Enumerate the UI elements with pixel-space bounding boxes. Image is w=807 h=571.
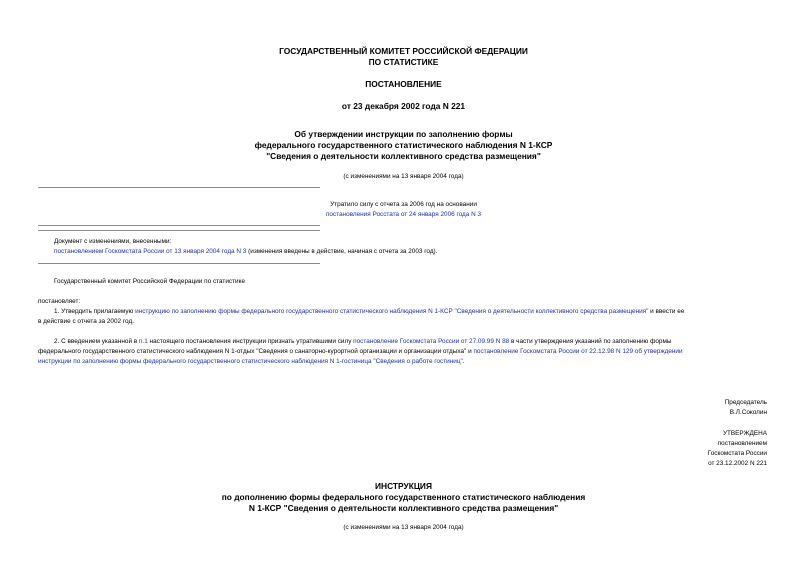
approved-line2: Госкомстата России	[707, 450, 767, 457]
org-name-line1: ГОСУДАРСТВЕННЫЙ КОМИТЕТ РОССИЙСКОЙ ФЕДЕРАЦИИ	[279, 46, 528, 56]
doc-title-line3: "Сведения о деятельности коллективного средства размещения"	[266, 151, 541, 161]
divider	[38, 187, 320, 188]
divider	[38, 225, 320, 226]
org-name-line2: ПО СТАТИСТИКЕ	[368, 57, 439, 67]
doc-date: от 23 декабря 2002 года N 221	[341, 101, 466, 111]
approved-label: УТВЕРЖДЕНА	[722, 430, 767, 437]
paragraph-2	[54, 338, 671, 345]
changes-label: Документ с изменениями, внесенными:	[54, 238, 172, 245]
p2-text: 2. С введением указанной в	[54, 338, 139, 345]
instruction-line2: N 1-КСР "Сведения о деятельности коллективного средства размещения"	[248, 503, 559, 513]
signatory-role: Председатель	[724, 399, 767, 406]
doc-type: ПОСТАНОВЛЕНИЕ	[365, 79, 442, 89]
p2-line3-end: .	[462, 358, 465, 365]
changes-tail: (изменения введены в действие, начиная с отчета за 2003 год).	[246, 248, 438, 255]
changes-link[interactable]: постановлением Госкомстата России от 13 января 2004 года N 3	[54, 248, 247, 255]
amended-note: (с изменениями на 13 января 2004 года)	[343, 173, 464, 180]
status-link[interactable]: постановления Росстата от 24 января 2006 года N 3	[325, 211, 482, 218]
paragraph-2-line2	[38, 348, 683, 355]
divider	[38, 263, 320, 264]
approved-line1: постановлением	[717, 440, 767, 447]
p1-text: 1. Утвердить прилагаемую	[54, 308, 136, 315]
p1-instruction-link[interactable]: инструкцию по заполнению формы федерального государственного статистического наблюдения N 1-КСР "Сведения о деятельности коллективного средства размещения"	[135, 308, 649, 315]
doc-title-line2: федерального государственного статистического наблюдения N 1-КСР	[254, 140, 553, 150]
paragraph-1	[54, 308, 684, 315]
p2-line2-text: федерального государственного статистического наблюдения N 1-отдых "Сведения о санаторно-курортной организации и организации отдыха" и	[38, 348, 474, 355]
status-note: Утратило силу с отчета за 2006 год на основании	[330, 201, 477, 208]
p2-item-link[interactable]: п.1	[138, 338, 148, 345]
instruction-line1: по дополнению формы федерального государственного статистического наблюдения	[221, 492, 586, 502]
decree-text: постановляет:	[38, 298, 81, 305]
intro-text: Государственный комитет Российской Федерации по статистике	[54, 278, 246, 285]
p1-text-end: и ввести ее	[648, 308, 685, 315]
changes-line	[54, 248, 437, 255]
p2-decree-88-link[interactable]: постановление Госкомстата России от 27.09.99 N 88	[353, 338, 510, 345]
p2-text-end: в части утверждения указаний по заполнению формы	[509, 338, 672, 345]
p2-text-mid: настоящего постановления инструкции признать утратившими силу	[147, 338, 354, 345]
instruction-title: ИНСТРУКЦИЯ	[375, 481, 432, 491]
approved-line3: от 23.12.2002 N 221	[708, 460, 767, 467]
paragraph-1-line2: в действие с отчета за 2002 год.	[38, 318, 134, 325]
signatory-name: В.Л.Соколин	[729, 409, 767, 416]
doc-title-line1: Об утверждении инструкции по заполнению формы	[294, 129, 513, 139]
paragraph-2-line3	[38, 358, 465, 365]
p2-instruction-link[interactable]: инструкции по заполнению формы федерального государственного статистического наблюдения N 1-гостиница "Сведения о работе гостиниц"	[38, 358, 463, 365]
p2-decree-129-link[interactable]: постановление Госкомстата России от 22.12.98 N 129 об утверждении	[473, 348, 683, 355]
divider	[38, 230, 320, 231]
instruction-amended: (с изменениями на 13 января 2004 года)	[343, 524, 464, 531]
